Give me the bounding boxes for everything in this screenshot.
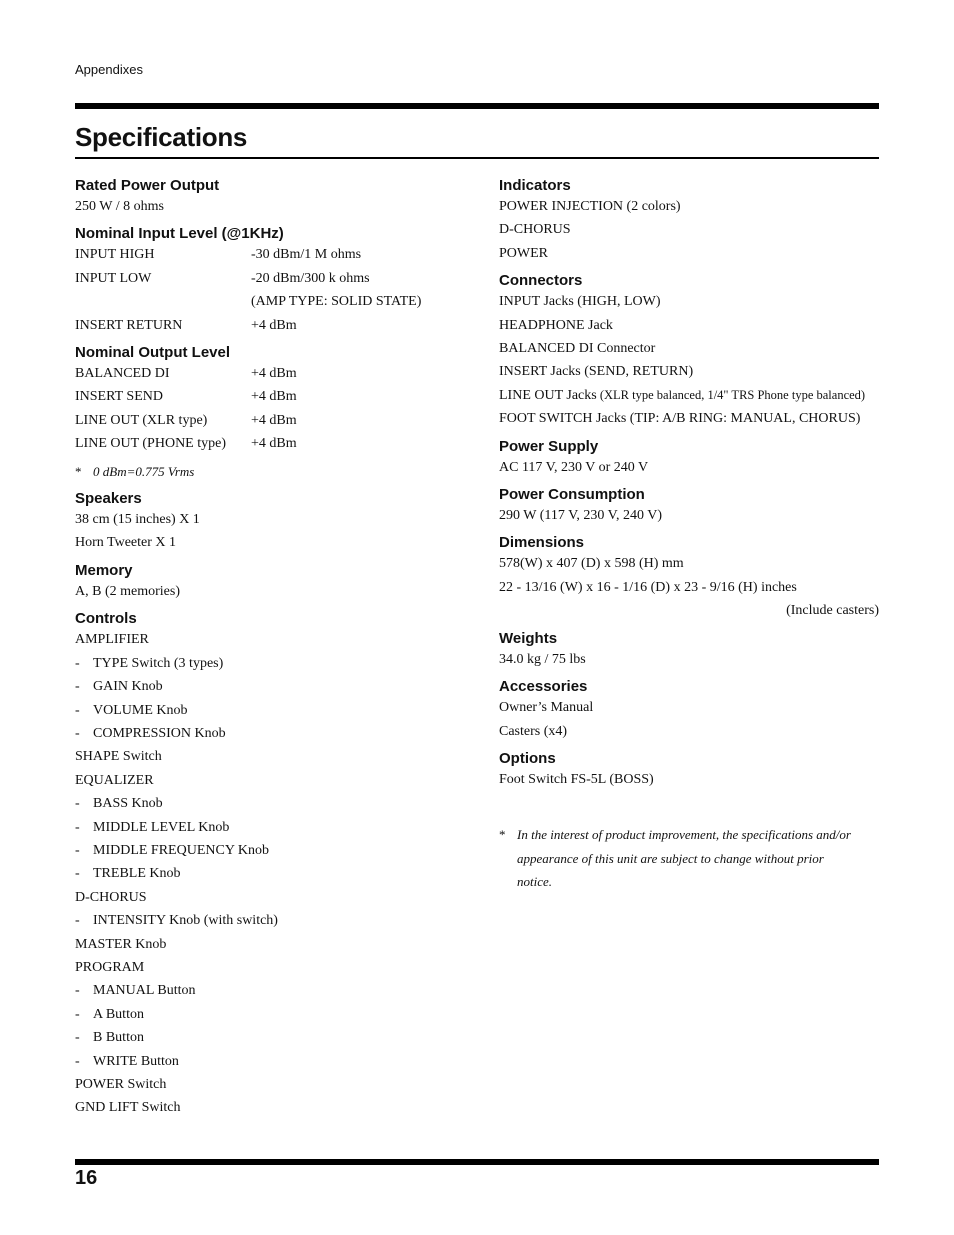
control-group: POWER Switch [75, 1077, 167, 1092]
control-item [75, 1050, 465, 1073]
bullet-dash: - [75, 1053, 80, 1069]
footnote-star: * [75, 463, 82, 479]
section-heading: Dimensions [499, 534, 585, 552]
bullet-dash: - [75, 842, 80, 858]
control-label: TREBLE Knob [93, 866, 181, 882]
spec-key: LINE OUT (XLR type) [75, 412, 208, 428]
section-heading: Power Supply [499, 437, 599, 455]
speakers-section [75, 489, 465, 555]
spec-value: +4 dBm [251, 389, 297, 405]
spec-key: LINE OUT (PHONE type) [75, 436, 226, 452]
right-column [499, 176, 879, 894]
spec-line: 578(W) x 407 (D) x 598 (H) mm [499, 556, 684, 572]
options-section [499, 749, 879, 791]
control-group: AMPLIFIER [75, 632, 149, 648]
spec-row [75, 267, 465, 290]
footnote [75, 460, 465, 483]
control-group: SHAPE Switch [75, 749, 162, 765]
section-heading: Accessories [499, 678, 588, 696]
spec-value: +4 dBm [251, 366, 297, 382]
section-heading: Speakers [75, 490, 142, 508]
bullet-dash: - [75, 913, 80, 929]
control-label: GAIN Knob [93, 679, 163, 695]
footnote-body [517, 823, 851, 893]
bullet-dash: - [75, 679, 80, 695]
spec-key: INPUT LOW [75, 270, 152, 286]
spec-line: POWER [499, 245, 548, 261]
bullet-dash: - [75, 819, 80, 835]
footnote-text: 0 dBm=0.775 Vrms [93, 463, 195, 479]
control-item [75, 722, 465, 745]
spec-line: D-CHORUS [499, 222, 571, 238]
spec-line: FOOT SWITCH Jacks (TIP: A/B RING: MANUAL, CHORUS) [499, 411, 861, 427]
bullet-dash: - [75, 796, 80, 812]
spec-row [75, 385, 465, 408]
section-heading: Connectors [499, 272, 583, 290]
spec-row [75, 432, 465, 455]
bullet-dash: - [75, 702, 80, 718]
spec-line: INSERT Jacks (SEND, RETURN) [499, 364, 694, 380]
bullet-dash: - [75, 725, 80, 741]
control-item [75, 862, 465, 885]
control-item [75, 675, 465, 698]
section-heading: Options [499, 749, 556, 767]
control-label: B Button [93, 1030, 144, 1046]
spec-value: +4 dBm [251, 412, 297, 428]
control-item [75, 909, 465, 932]
spec-value: -20 dBm/300 k ohms [251, 270, 370, 286]
spec-value: -30 dBm/1 M ohms [251, 247, 362, 263]
section-heading: Indicators [499, 177, 571, 194]
spec-line: Owner’s Manual [499, 700, 594, 716]
footnote-line: In the interest of product improvement, the specifications and/or [517, 827, 851, 843]
section-heading: Rated Power Output [75, 177, 220, 194]
bullet-dash: - [75, 1006, 80, 1022]
spec-line-line-out [499, 384, 879, 407]
footnote-line: appearance of this unit are subject to change without prior [517, 850, 824, 866]
spec-line: AC 117 V, 230 V or 240 V [499, 459, 649, 475]
control-label: INTENSITY Knob (with switch) [93, 913, 278, 929]
section-heading: Nominal Output Level [75, 344, 231, 362]
left-column [75, 176, 465, 1126]
control-group: MASTER Knob [75, 936, 167, 952]
spec-line-note: (Include casters) [786, 603, 879, 619]
spec-line: 250 W / 8 ohms [75, 199, 164, 214]
control-label: WRITE Button [93, 1053, 179, 1069]
accessories-section [499, 677, 879, 743]
spec-key: BALANCED DI [75, 366, 170, 382]
power-supply-section [499, 437, 879, 479]
control-label: MIDDLE FREQUENCY Knob [93, 842, 270, 858]
spec-line: BALANCED DI Connector [499, 341, 656, 357]
weights-section [499, 629, 879, 671]
control-item [75, 1026, 465, 1049]
line-out-label: LINE OUT Jacks [499, 387, 597, 403]
spec-line: A, B (2 memories) [75, 583, 180, 599]
nominal-output-section [75, 343, 465, 483]
memory-section [75, 561, 465, 603]
control-group: D-CHORUS [75, 889, 147, 905]
footnote-line: notice. [517, 874, 553, 890]
spec-line: 38 cm (15 inches) X 1 [75, 512, 200, 528]
control-group: PROGRAM [75, 959, 145, 975]
power-consumption-section [499, 485, 879, 527]
control-group: GND LIFT Switch [75, 1100, 181, 1116]
control-label: MIDDLE LEVEL Knob [93, 819, 230, 835]
section-heading: Nominal Input Level (@1KHz) [75, 225, 284, 243]
spec-line: HEADPHONE Jack [499, 317, 613, 333]
top-rule [75, 103, 879, 109]
page-title: Specifications [75, 122, 248, 152]
spec-row [75, 409, 465, 432]
spec-value: +4 dBm [251, 317, 297, 333]
bullet-dash: - [75, 866, 80, 882]
spec-row [75, 362, 465, 385]
control-label: A Button [93, 1006, 144, 1022]
spec-line: Casters (x4) [499, 723, 568, 739]
section-heading: Controls [75, 610, 137, 628]
bullet-dash: - [75, 655, 80, 671]
bottom-rule [75, 1159, 879, 1165]
rated-power-section [75, 176, 465, 218]
spec-line: 34.0 kg / 75 lbs [499, 651, 586, 667]
control-item [75, 979, 465, 1002]
spec-key: INSERT SEND [75, 389, 163, 405]
indicators-section [499, 176, 879, 265]
spec-row [75, 243, 465, 266]
control-item [75, 816, 465, 839]
section-heading: Memory [75, 561, 133, 579]
footnote-star: * [499, 827, 506, 843]
section-heading: Power Consumption [499, 486, 645, 504]
running-head: Appendixes [75, 62, 143, 77]
control-label: TYPE Switch (3 types) [93, 655, 224, 671]
product-improvement-note [499, 823, 879, 893]
spec-line: 22 - 13/16 (W) x 16 - 1/16 (D) x 23 - 9/16 (H) inches [499, 579, 797, 595]
spec-key: INSERT RETURN [75, 317, 183, 333]
control-item [75, 1003, 465, 1026]
control-label: COMPRESSION Knob [93, 725, 226, 741]
title-rule [75, 157, 879, 159]
nominal-input-section [75, 224, 465, 337]
spec-line: INPUT Jacks (HIGH, LOW) [499, 294, 661, 310]
spec-line: Horn Tweeter X 1 [75, 535, 177, 551]
control-group: EQUALIZER [75, 772, 154, 788]
control-label: BASS Knob [93, 796, 163, 812]
control-item [75, 839, 465, 862]
spec-value: (AMP TYPE: SOLID STATE) [251, 294, 422, 310]
line-out-detail: (XLR type balanced, 1/4" TRS Phone type balanced) [596, 387, 866, 402]
spec-key: INPUT HIGH [75, 247, 155, 263]
bullet-dash: - [75, 983, 80, 999]
control-item [75, 652, 465, 675]
spec-line: Foot Switch FS-5L (BOSS) [499, 771, 654, 787]
control-label: VOLUME Knob [93, 702, 188, 718]
spec-key [75, 290, 251, 313]
control-label: MANUAL Button [93, 983, 196, 999]
connectors-section [499, 271, 879, 430]
control-item [75, 792, 465, 815]
controls-section [75, 609, 465, 1120]
spec-value: +4 dBm [251, 436, 297, 452]
spec-line: POWER INJECTION (2 colors) [499, 199, 681, 214]
section-heading: Weights [499, 629, 558, 647]
control-item [75, 699, 465, 722]
spec-line: 290 W (117 V, 230 V, 240 V) [499, 508, 662, 524]
bullet-dash: - [75, 1030, 80, 1046]
spec-row [75, 314, 465, 337]
dimensions-section [499, 533, 879, 622]
spec-row [75, 290, 465, 313]
page-number: 16 [75, 1167, 98, 1189]
